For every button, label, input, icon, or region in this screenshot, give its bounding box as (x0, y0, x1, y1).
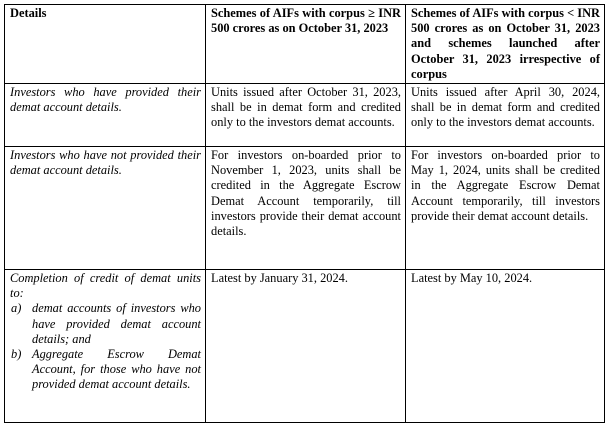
header-small-corpus: Schemes of AIFs with corpus < INR 500 crores as on October 31, 2023 and schemes launched after October 31, 2023 irrespective of corpus (406, 5, 605, 84)
list-item-text: Aggregate Escrow Demat Account, for those who have not provided demat account details. (32, 347, 201, 392)
row-large-corpus-cell: Units issued after October 31, 2023, shall be in demat form and credited only to the investors demat accounts. (206, 84, 406, 147)
details-intro: Completion of credit of demat units to: (10, 271, 201, 301)
list-item (10, 347, 201, 393)
header-large-corpus: Schemes of AIFs with corpus ≥ INR 500 crores as on October 31, 2023 (206, 5, 406, 84)
header-details: Details (5, 5, 206, 84)
row-details-cell (5, 270, 206, 423)
details-list (10, 301, 201, 392)
list-marker: b) (11, 347, 22, 362)
row-large-corpus-cell: Latest by January 31, 2024. (206, 270, 406, 423)
row-small-corpus-cell: Units issued after April 30, 2024, shall be in demat form and credited only to the investors demat accounts. (406, 84, 605, 147)
table-row (5, 270, 605, 423)
row-large-corpus-cell: For investors on-boarded prior to November 1, 2023, units shall be credited in the Aggregate Escrow Demat Account temporarily, till investors provide their demat account details. (206, 147, 406, 270)
list-item-text: demat accounts of investors who have provided demat account details; and (32, 301, 201, 346)
row-details-cell: Investors who have not provided their demat account details. (5, 147, 206, 270)
row-details-cell: Investors who have provided their demat account details. (5, 84, 206, 147)
table-header-row (5, 5, 605, 84)
table-row (5, 84, 605, 147)
row-small-corpus-cell: For investors on-boarded prior to May 1, 2024, units shall be credited in the Aggregate Escrow Demat Account temporarily, till investors provide their demat account details. (406, 147, 605, 270)
list-marker: a) (11, 301, 22, 316)
demat-credit-table (4, 4, 605, 423)
row-small-corpus-cell: Latest by May 10, 2024. (406, 270, 605, 423)
list-item (10, 301, 201, 347)
table-row (5, 147, 605, 270)
